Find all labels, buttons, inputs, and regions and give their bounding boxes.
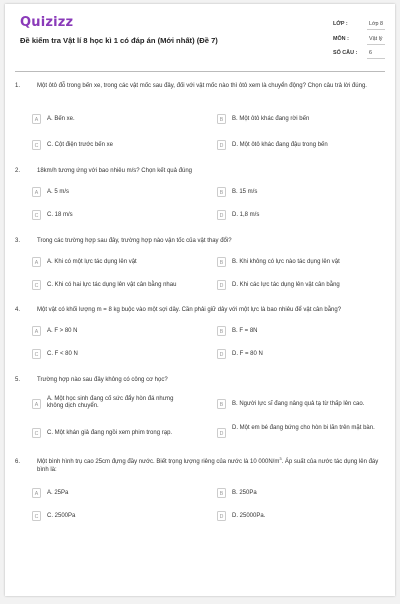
question-text-part: Một bình hình trụ cao 25cm đựng đầy nước. Biết trọng lượng riêng của nước là 10 000N/m (37, 459, 280, 465)
option-text: A. Một học sinh đang cố sức đẩy hòn đá nhưng không dịch chuyển. (47, 396, 174, 409)
question-text (37, 458, 383, 474)
option-letter-box: A (32, 187, 41, 197)
question-text: 18km/h tương ứng với bao nhiêu m/s? Chọn kết quả đúng (37, 168, 192, 174)
option-letter-box: B (217, 399, 226, 409)
option-letter-box: D (217, 210, 226, 220)
option-letter-box: A (32, 488, 41, 498)
option-letter-box: D (217, 511, 226, 521)
option-text: D. Một em bé đang bứng cho hòn bi lăn trên mặt bàn. (232, 425, 375, 431)
option-letter-box: B (217, 114, 226, 124)
option-letter-box: A (32, 326, 41, 336)
option-text: A. Bến xe. (47, 116, 75, 122)
meta-subject-value: Vật lý (369, 36, 383, 42)
option-text: D. Khi các lực tác dụng lên vật cân bằng (232, 282, 340, 288)
option-text: D. Một ôtô khác đang đậu trong bến (232, 142, 328, 148)
option-text: A. 5 m/s (47, 189, 70, 195)
option-letter-box: D (217, 140, 226, 150)
option-text: C. 18 m/s (47, 212, 73, 218)
option-text: B. F = 8N (232, 328, 258, 334)
quizizz-logo: Quizizz (20, 15, 74, 30)
question-text-part: . Áp suất của nước tác dụng lên đáy bình là: (37, 459, 379, 473)
option-letter-box: A (32, 257, 41, 267)
question-number: 2. (15, 168, 21, 174)
option-text: D. 25000Pa. (232, 513, 266, 519)
question-text: Một vật có khối lượng m = 8 kg buộc vào một sợi dây. Cần phải giữ dây với một lực là bao nhiêu để vật cân bằng? (37, 307, 342, 313)
meta-count-key: SỐ CÂU : (333, 50, 358, 56)
question-number: 4. (15, 307, 21, 313)
option-letter-box: A (32, 399, 41, 409)
meta-underline (367, 58, 385, 59)
option-letter-box: C (32, 349, 41, 359)
meta-underline (367, 29, 385, 30)
option-letter-box: C (32, 428, 41, 438)
meta-class-value: Lớp 8 (369, 21, 384, 27)
worksheet-page (5, 4, 395, 596)
option-text: C. F < 80 N (47, 351, 78, 357)
option-letter-box: D (217, 280, 226, 290)
option-text: C. 2500Pa (47, 513, 76, 519)
option-letter-box: C (32, 511, 41, 521)
meta-subject-key: MÔN : (333, 36, 349, 42)
option-text: A. Khi có một lực tác dụng lên vật (47, 259, 137, 265)
option-text: C. Cột điện trước bến xe (47, 142, 113, 148)
option-text: B. 15 m/s (232, 189, 258, 195)
option-letter-box: B (217, 257, 226, 267)
option-text: C. Khi có hai lực tác dụng lên vật cân bằng nhau (47, 282, 177, 288)
option-letter-box: B (217, 488, 226, 498)
option-text: C. Một khán giả đang ngồi xem phim trong rạp. (47, 430, 173, 436)
question-text: Trường hợp nào sau đây không có công cơ học? (37, 377, 168, 383)
option-letter-box: D (217, 428, 226, 438)
option-letter-box: B (217, 187, 226, 197)
option-letter-box: C (32, 210, 41, 220)
option-letter-box: B (217, 326, 226, 336)
option-letter-box: C (32, 280, 41, 290)
option-text: B. Một ôtô khác đang rời bến (232, 116, 310, 122)
question-text-superscript: 3 (279, 456, 282, 461)
option-text: A. F > 80 N (47, 328, 78, 334)
meta-class-key: LỚP : (333, 21, 348, 27)
question-text: Trong các trường hợp sau đây, trường hợp nào vận tốc của vật thay đổi? (37, 238, 232, 244)
question-number: 6. (15, 459, 21, 465)
option-text: D. F = 80 N (232, 351, 263, 357)
option-text: B. 250Pa (232, 490, 257, 496)
option-text: B. Người lực sĩ đang nâng quả tạ từ thấp lên cao. (232, 401, 365, 407)
question-number: 5. (15, 377, 21, 383)
option-letter-box: A (32, 114, 41, 124)
question-number: 1. (15, 83, 21, 89)
option-text: D. 1,8 m/s (232, 212, 260, 218)
header-divider (15, 71, 385, 72)
meta-underline (367, 44, 385, 45)
option-letter-box: D (217, 349, 226, 359)
worksheet-title: Đề kiểm tra Vật lí 8 học kì 1 có đáp án (Mới nhất) (Đề 7) (20, 36, 218, 45)
question-text: Một ôtô đỗ trong bến xe, trong các vật mốc sau đây, đối với vật mốc nào thì ôtô xem là chuyển động? Chọn câu trả lời đúng. (37, 83, 367, 89)
meta-count-value: 6 (369, 50, 372, 56)
option-text: A. 25Pa (47, 490, 69, 496)
option-text: B. Khi không có lực nào tác dụng lên vật (232, 259, 340, 265)
question-number: 3. (15, 238, 21, 244)
option-letter-box: C (32, 140, 41, 150)
